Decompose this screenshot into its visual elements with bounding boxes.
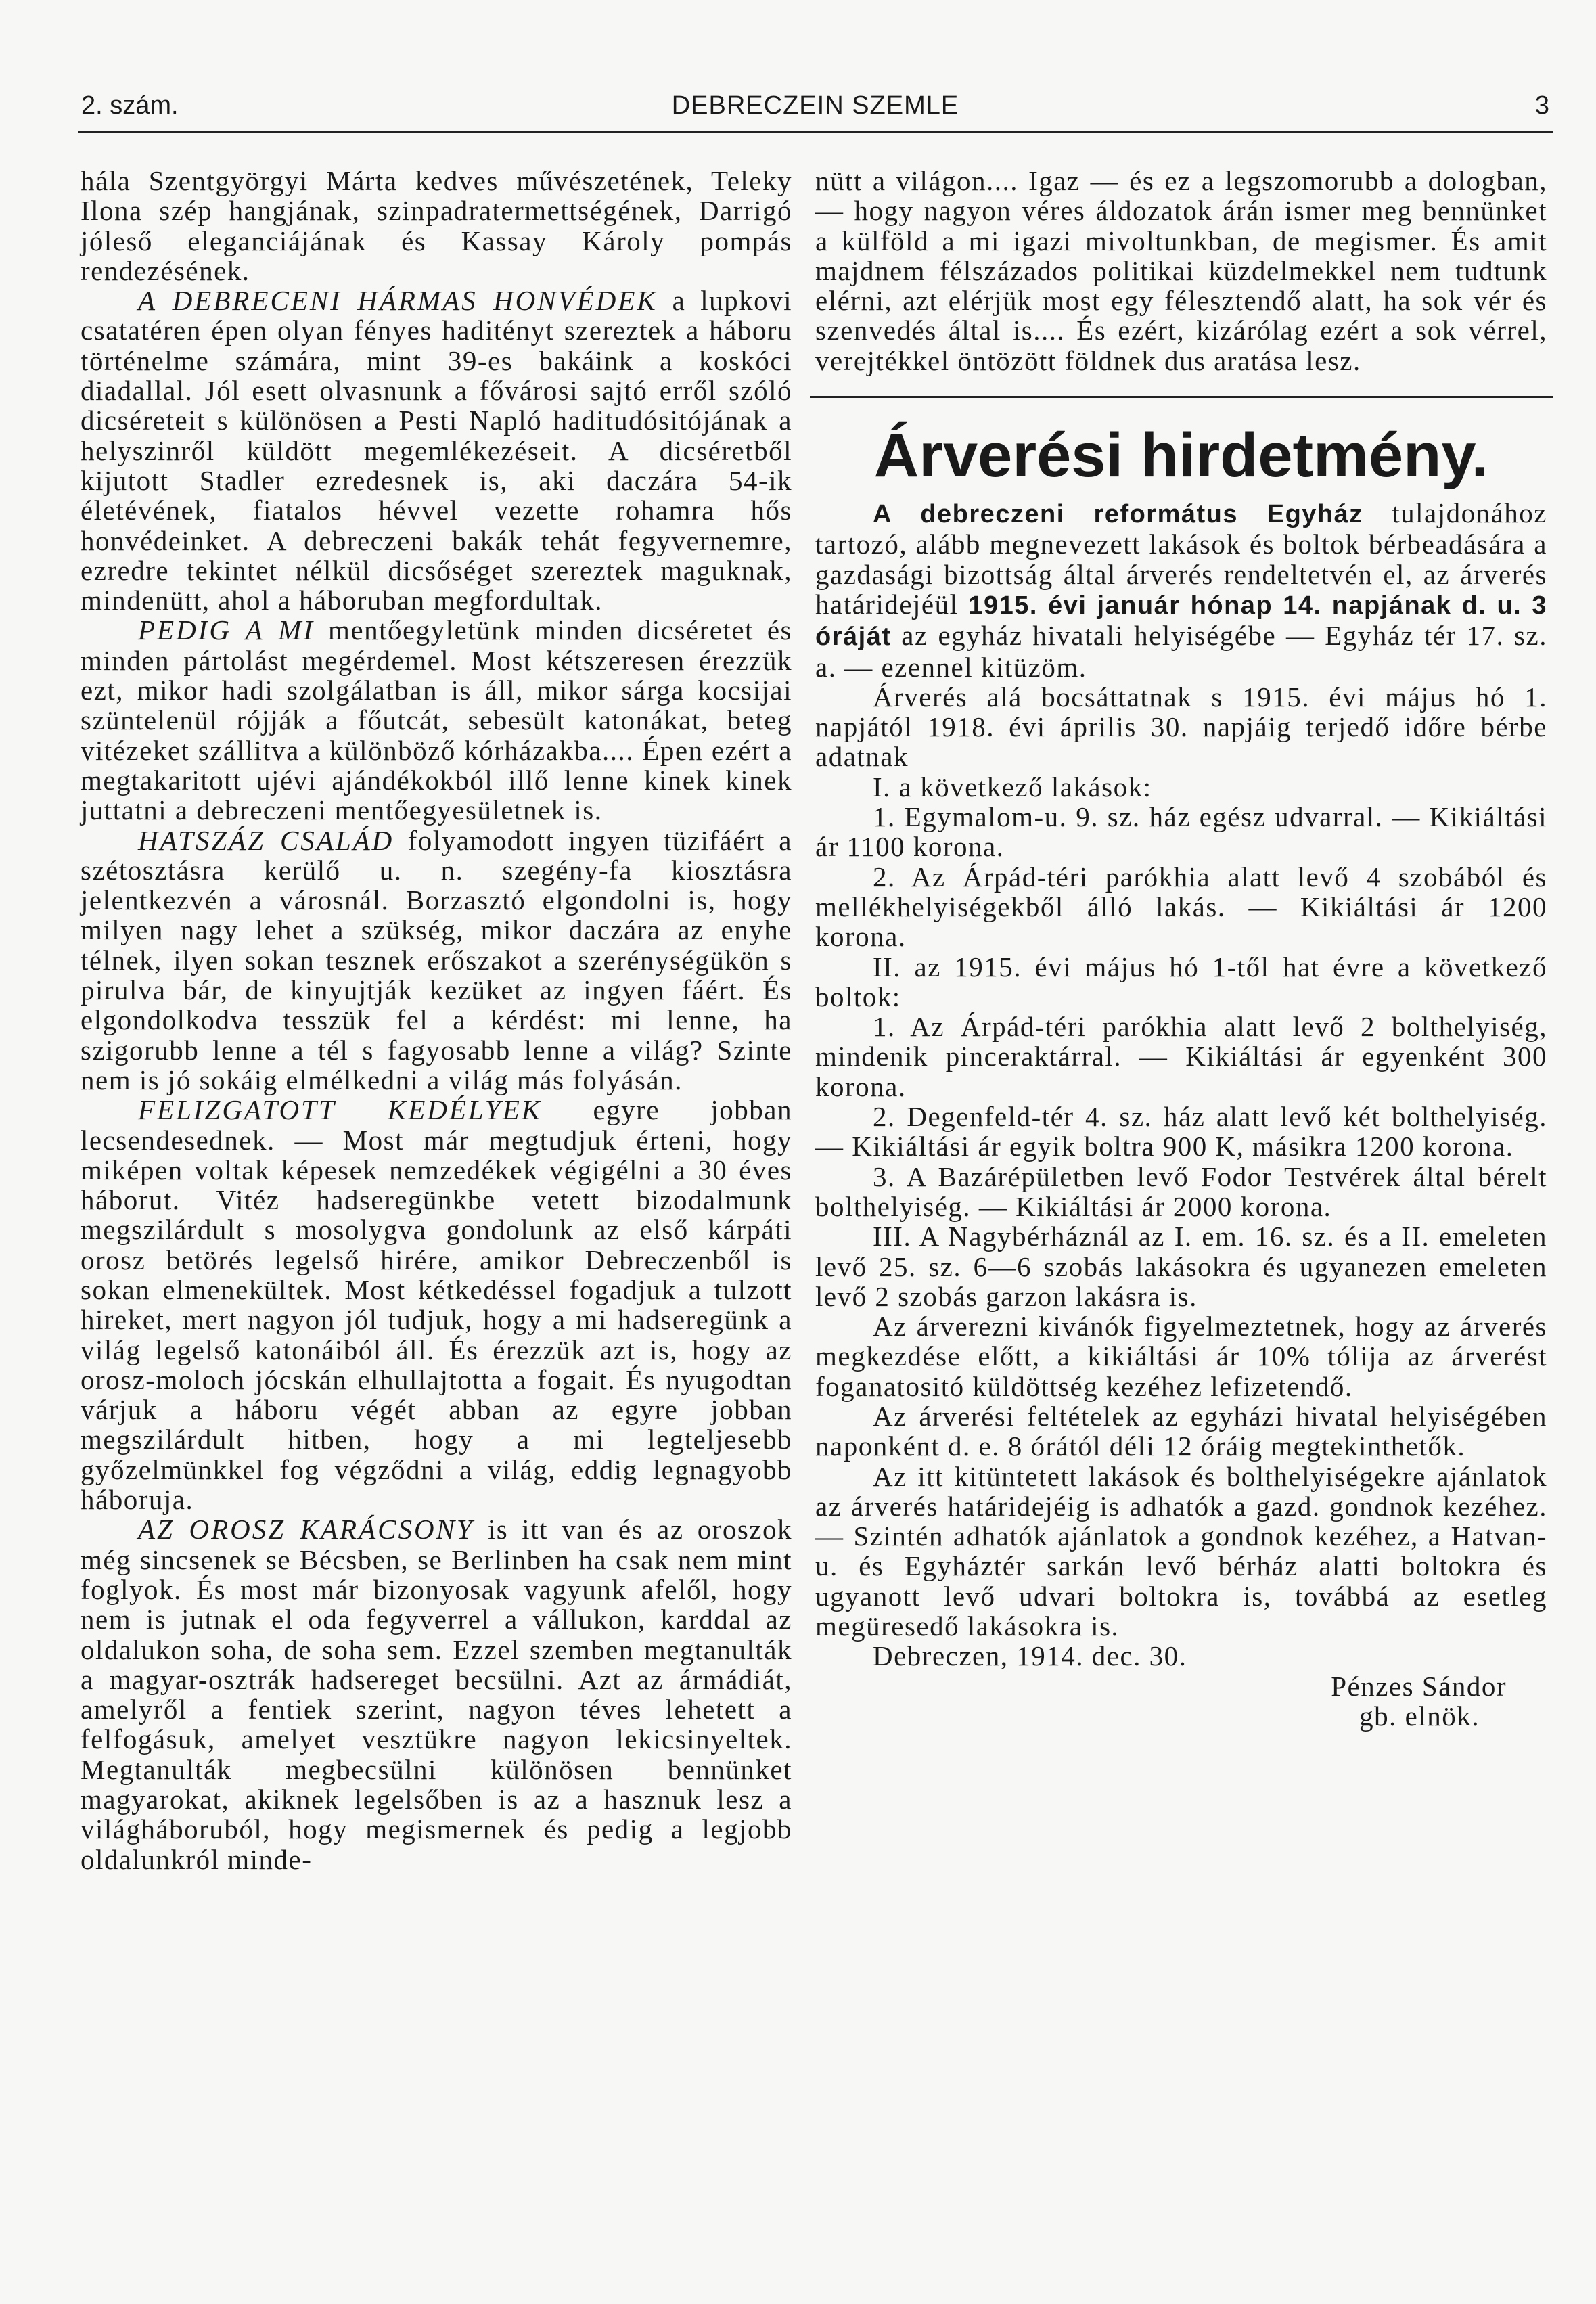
paragraph-text: tulajdonához tartozó, alább megnevezett lakások és boltok bérbeadására a gazdasági bizottság által árverés rendeltetvén el, az árverés határidejéül xyxy=(815,497,1547,620)
notice-paragraph: Árverés alá bocsáttatnak s 1915. évi május hó 1. napjától 1918. évi április 30. napjáig terjedő időre bérbe adatnak xyxy=(815,681,1547,773)
notice-item: 1. Az Árpád-téri parókhia alatt levő 2 bolthelyiség, mindenik pinceraktárral. — Kikiáltási ár egyenként 300 korona. xyxy=(815,1011,1547,1102)
article-paragraph xyxy=(81,826,792,1095)
article-paragraph xyxy=(81,1095,792,1514)
notice-item: III. A Nagybérháznál az I. em. 16. sz. és a II. emeleten levő 25. sz. 6—6 szobás lakásokra és ugyanezen emeleten levő 2 szobás garzon lakásra is. xyxy=(815,1221,1547,1312)
section-rule xyxy=(810,396,1553,398)
page-number: 3 xyxy=(1534,91,1549,120)
notice-paragraph xyxy=(815,498,1547,682)
notice-paragraph: Az árverezni kivánók figyelmeztetnek, hogy az árverés megkezdése előtt, a kikiáltási ár 10% tólija az árverést foganatositó küldöttség kezéhez lefizetendő. xyxy=(815,1311,1547,1402)
notice-title: Árverési hirdetmény. xyxy=(873,421,1489,491)
paragraph-text: folyamodott ingyen tüzifáért a szétosztásra kerülő u. n. szegény-fa kiosztásra jelentkezvén a városnál. Borzasztó elgondolni is, hogy milyen nagy lehet a szükség, mikor daczára az enyhe télnek, ilyen sokan tesznek erőszakot a szerénységükön s pirulva bár, de kinyujtják kezüket az ingyen fáért. És elgondolkodva tesszük fel a kérdést: mi lenne, ha szigorubb lenne a tél s fagyosabb lenne a világ? Szinte nem is jó sokáig elmélkedni a világ más folyásán. xyxy=(81,824,792,1095)
paragraph-text: egyre jobban lecsendesednek. — Most már megtudjuk érteni, hogy miképen voltak képesek nemzedékek végigélni a 30 éves háborut. Vitéz hadseregünkbe vetett bizodalmunk megszilárdult s mosolygva gondolunk az első kárpáti orosz betörés legelső hirére, amikor Debreczenből is sokan elmenekültek. Most kétkedéssel fogadjuk a tulzott hireket, mert nagyon jól tudjuk, hogy a mi hadseregünk a világ legelső katonáiból áll. És érezzük azt is, hogy az orosz-moloch jócskán elhullajtotta a fogait. És nyugodtan várjuk a háboru végét abban az egyre jobban megszilárdult hitben, hogy a mi legteljesebb győzelmünkkel fog végződni a világ, eddig legnagyobb háboruja. xyxy=(81,1094,792,1516)
paragraph-text: az egyház hivatali helyiségébe — Egyház tér 17. sz. a. — ezennel kitüzöm. xyxy=(815,620,1547,683)
page-header xyxy=(81,91,1549,131)
notice-date: Debreczen, 1914. dec. 30. xyxy=(873,1640,1187,1672)
article-paragraph xyxy=(81,1514,792,1874)
article-paragraph xyxy=(81,286,792,615)
paragraph-text: a lupkovi csatatéren épen olyan fényes haditényt szereztek a háboru történelme számára, mint 39-es bakáink a koskóci diadallal. Jól esett olvasnunk a fővárosi sajtó erről szóló dicséreteit s különösen a Pesti Napló haditudósitójának a helyszinről küldött megemlékezéseit. A dicséretből kijutott Stadler ezredesnek is, aki daczára 54-ik életévének, fiatalos hévvel vezette rohamra hős honvédeinket. A debreczeni bakák tehát fegyvernemre, ezredre tekintet nélkül dicsőséget szereztek maguknak, mindenütt, ahol a háboruban megfordultak. xyxy=(81,285,793,616)
lead-in: AZ OROSZ KARÁCSONY xyxy=(138,1514,474,1545)
article-paragraph xyxy=(81,615,792,825)
notice-item: 2. Degenfeld-tér 4. sz. ház alatt levő két bolthelyiség. — Kikiáltási ár egyik boltra 900 K, másikra 1200 korona. xyxy=(815,1101,1547,1162)
lead-in: HATSZÁZ CSALÁD xyxy=(138,824,394,856)
lead-in: PEDIG A MI xyxy=(138,614,315,646)
right-column xyxy=(815,166,1547,1731)
issue-number: 2. szám. xyxy=(81,91,179,120)
paragraph-text: is itt van és az oroszok még sincsenek se Bécsben, se Berlinben ha csak nem mint foglyok. És most már bizonyosak vagyunk afelől, hogy nem is jutnak el oda fegyverrel a vállukon, karddal az oldalukon soha, de soha sem. Ezzel szemben megtanulták a magyar-osztrák hadsereget becsülni. Azt az ármádiát, amelyről a fentiek szerint, nagyon téves lehetett a felfogásuk, amelyet vesztükre nagyon lekicsinyeltek. Megtanulták megbecsülni különösen bennünket magyarokat, akiknek legelsőben is az a hasznuk lesz a világháboruból, hogy megismernek és pedig a legjobb oldalunkról minde- xyxy=(81,1514,792,1875)
notice-item: 3. A Bazárépületben levő Fodor Testvérek által bérelt bolthelyiség. — Kikiáltási ár 2000 korona. xyxy=(815,1160,1547,1222)
notice-item: 2. Az Árpád-téri parókhia alatt levő 4 szobából és mellékhelyiségekből álló lakás. — Kikiáltási ár 1200 korona. xyxy=(815,861,1547,953)
article-paragraph: nütt a világon.... Igaz — és ez a legszomorubb a dologban, — hogy nagyon véres áldozatok árán ismer meg bennünket a külföld a mi igazi mivoltunkban, de megismer. És amit majdnem félszázados politikai küzdelmekkel nem tudtunk elérni, azt elérjük most egy félesztendő alatt, ha sok vér és szenvedés által is.... És ezért, kizárólag ezért a sok vérrel, verejtékkel öntözött földnek dus aratása lesz. xyxy=(815,165,1547,376)
notice-paragraph: Az árverési feltételek az egyházi hivatal helyiségében naponként d. e. 8 órától déli 12 óráig megtekinthetők. xyxy=(815,1400,1547,1462)
notice-heading: II. az 1915. évi május hó 1-től hat évre a következő boltok: xyxy=(815,951,1547,1012)
lead-in: A DEBRECENI HÁRMAS HONVÉDEK xyxy=(138,285,658,317)
notice-paragraph: Az itt kitüntetett lakások és bolthelyiségekre ajánlatok az árverés határidejéig is adhatók a gazd. gondnok kezéhez. — Szintén adhatók ajánlatok a gondnok kezéhez, a Hatvan-u. és Egyháztér sarkán levő bérház alatti boltokra és ugyanott levő udvari boltokra is, továbbá az esetleg megüresedő lakásokra is. xyxy=(815,1460,1547,1642)
header-rule xyxy=(78,131,1553,133)
notice-heading: I. a következő lakások: xyxy=(873,771,1152,803)
signer-name: Pénzes Sándor xyxy=(1331,1670,1507,1702)
signer-title: gb. elnök. xyxy=(1359,1700,1480,1732)
paragraph-text: mentőegyletünk minden dicséretet és minden pártolást megérdemel. Most kétszeresen érezzük ezt, mikor hadi szolgálatban is áll, mikor sárga kocsijai szüntelenül rójják a főutcát, sebesült katonákat, beteg vitézeket szállitva a különböző kórházakba.... Épen ezért a megtakaritott ujévi ajándékokból illő lenne kinek kinek juttatni a debreczeni mentőegyesületnek is. xyxy=(81,614,792,826)
left-column xyxy=(81,166,792,1874)
article-paragraph: hála Szentgyörgyi Márta kedves művészetének, Teleky Ilona szép hangjának, szinpadratermettségének, Darrigó jóleső eleganciájának és Kassay Károly pompás rendezésének. xyxy=(81,165,792,286)
bold-text: 1915. évi január hónap 14. napjának d. u. 3 óráját xyxy=(815,591,1547,652)
bold-text: A debreczeni református Egyház xyxy=(873,500,1363,529)
lead-in: FELIZGATOTT KEDÉLYEK xyxy=(138,1094,543,1126)
notice-item: 1. Egymalom-u. 9. sz. ház egész udvarral. — Kikiáltási ár 1100 korona. xyxy=(815,801,1547,863)
newspaper-title: DEBRECZEIN SZEMLE xyxy=(671,91,959,120)
